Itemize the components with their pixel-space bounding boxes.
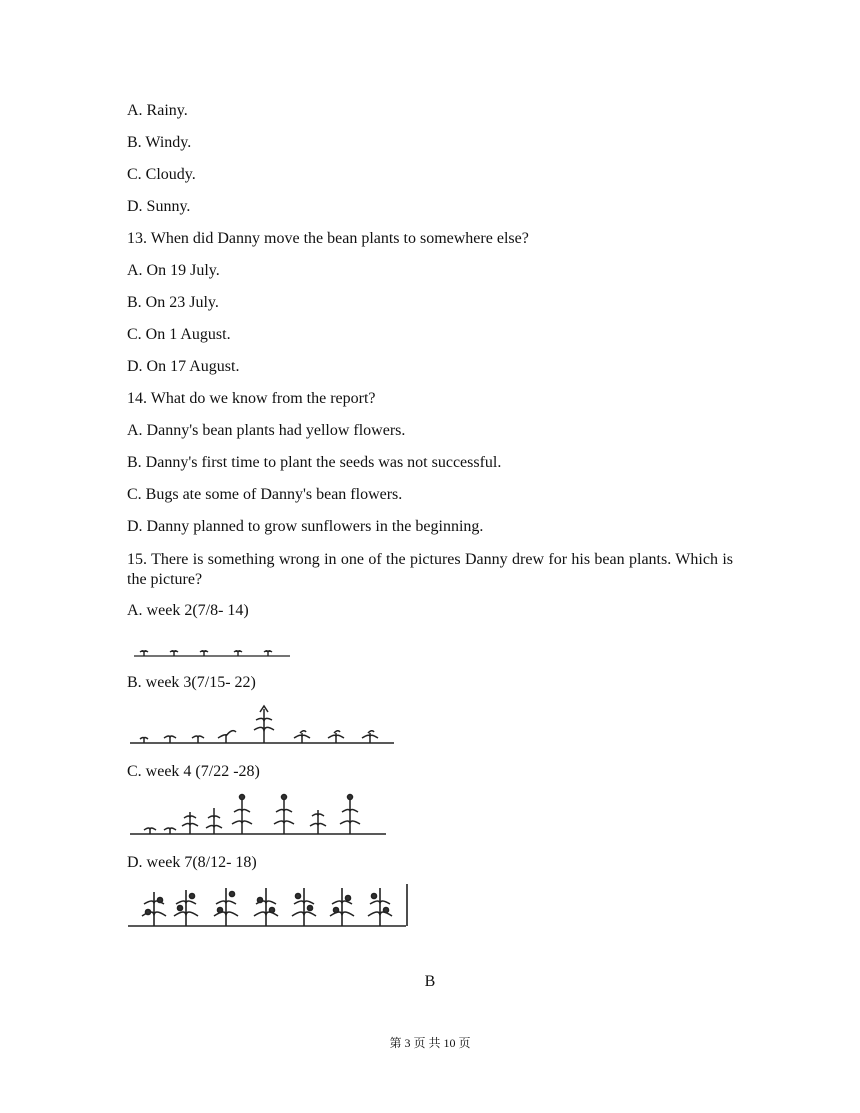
page-footer: 第 3 页 共 10 页 (389, 1036, 471, 1050)
q14-option-b: B. Danny's first time to plant the seeds was not successful. (127, 454, 502, 471)
q12-option-b: B. Windy. (127, 134, 192, 151)
q15-option-d: D. week 7(8/12- 18) (127, 854, 257, 871)
q12-option-d: D. Sunny. (127, 198, 191, 215)
q14-question: 14. What do we know from the report? (127, 390, 376, 407)
q13-question: 13. When did Danny move the bean plants to somewhere else? (127, 230, 529, 247)
q13-option-c: C. On 1 August. (127, 326, 231, 343)
section-label: B (424, 973, 436, 990)
q15-option-b: B. week 3(7/15- 22) (127, 674, 256, 691)
q15-question: 15. There is something wrong in one of the pictures Danny drew for his bean plants. Which is the picture? (127, 551, 733, 588)
q14-option-a: A. Danny's bean plants had yellow flowers. (127, 422, 406, 439)
sketch-week-2 (130, 640, 295, 662)
q13-option-a: A. On 19 July. (127, 262, 220, 279)
q13-option-d: D. On 17 August. (127, 358, 240, 375)
q12-option-a: A. Rainy. (127, 102, 188, 119)
sketch-week-4 (128, 792, 390, 838)
sketch-week-3 (128, 702, 398, 746)
q14-option-c: C. Bugs ate some of Danny's bean flowers. (127, 486, 403, 503)
q12-option-c: C. Cloudy. (127, 166, 196, 183)
q15-option-c: C. week 4 (7/22 -28) (127, 763, 260, 780)
q15-option-a: A. week 2(7/8- 14) (127, 602, 249, 619)
q14-option-d: D. Danny planned to grow sunflowers in the beginning. (127, 518, 484, 535)
sketch-week-7 (126, 882, 412, 930)
q13-option-b: B. On 23 July. (127, 294, 219, 311)
